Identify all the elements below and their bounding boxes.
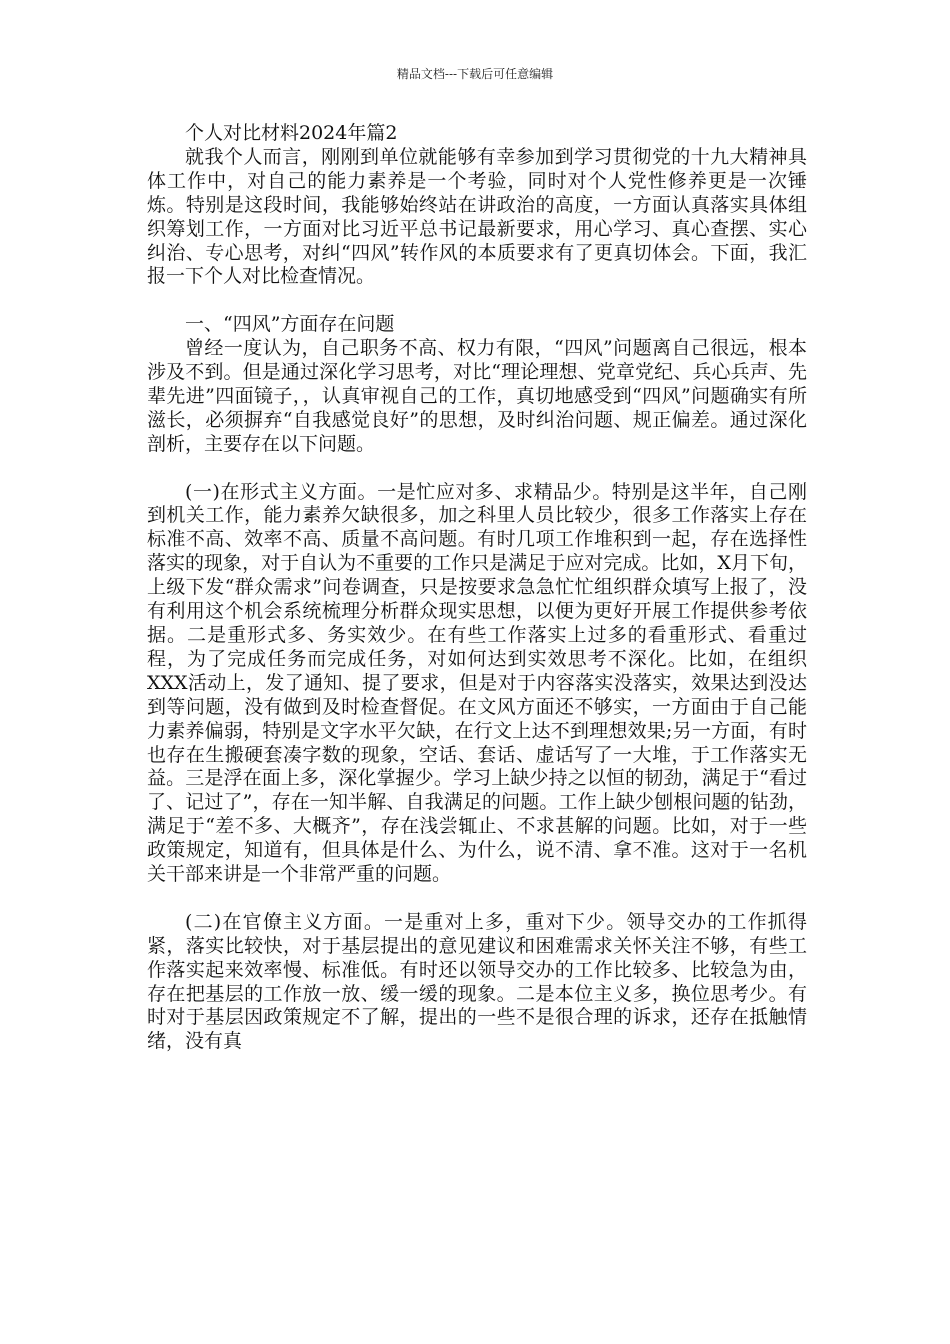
section-heading: 一、“四风”方面存在问题 (185, 313, 395, 336)
paragraph-bureaucratism: (二)在官僚主义方面。一是重对上多，重对下少。领导交办的工作抓得紧，落实比较快，对于基层提出的意见建议和困难需求关怀关注不够，有些工作落实起来效率慢、标准低。有时还以领导交办的工作比较多、比较急为由，存在把基层的工作放一放、缓一缓的现象。二是本位主义多，换位思考少。有时对于基层因政策规定不了解，提出的一些不是很合理的诉求，还存在抵触情绪，没有真 (147, 910, 807, 1053)
paragraph-section-intro: 曾经一度认为，自己职务不高、权力有限，“四风”问题离自己很远，根本涉及不到。但是通过深化学习思考，对比“理论理想、党章党纪、兵心兵声、先辈先进”四面镜子，，认真审视自己的工作，真切地感受到“四风”问题确实有所滋长，必须摒弃“自我感觉良好”的思想，及时纠治问题、规正偏差。通过深化剖析，主要存在以下问题。 (147, 337, 807, 455)
paragraph-intro: 就我个人而言，刚刚到单位就能够有幸参加到学习贯彻党的十九大精神具体工作中，对自己的能力素养是一个考验，同时对个人党性修养更是一次锤炼。特别是这段时间，我能够始终站在讲政治的高度，一方面认真落实具体组织筹划工作，一方面对比习近平总书记最新要求，用心学习、真心查摆、实心纠治、专心思考，对纠“四风”转作风的本质要求有了更真切体会。下面，我汇报一下个人对比检查情况。 (147, 145, 807, 288)
document-body (147, 122, 807, 1054)
paragraph-formalism: (一)在形式主义方面。一是忙应对多、求精品少。特别是这半年，自己刚到机关工作，能力素养欠缺很多，加之科里人员比较少，很多工作落实上存在标准不高、效率不高、质量不高问题。有时几项工作堆积到一起，存在选择性落实的现象，对于自认为不重要的工作只是满足于应对完成。比如，X月下旬，上级下发“群众需求”问卷调查，只是按要求急急忙忙组织群众填写上报了，没有利用这个机会系统梳理分析群众现实思想，以便为更好开展工作提供参考依据。二是重形式多、务实效少。在有些工作落实上过多的看重形式、看重过程，为了完成任务而完成任务，对如何达到实效思考不深化。比如，在组织XXX活动上，发了通知、提了要求，但是对于内容落实没落实，效果达到没达到等问题，没有做到及时检查督促。在文风方面还不够实，一方面由于自己能力素养偏弱，特别是文字水平欠缺，在行文上达不到理想效果;另一方面，有时也存在生搬硬套凑字数的现象，空话、套话、虚话写了一大堆，于工作落实无益。三是浮在面上多，深化掌握少。学习上缺少持之以恒的韧劲，满足于“看过了、记过了”，存在一知半解、自我满足的问题。工作上缺少刨根问题的钻劲，满足于“差不多、大概齐”，存在浅尝辄止、不求甚解的问题。比如，对于一些政策规定，知道有，但具体是什么、为什么，说不清、拿不准。这对于一名机关干部来讲是一个非常严重的问题。 (147, 480, 807, 886)
document-title: 个人对比材料2024年篇2 (185, 122, 398, 144)
page-header: 精品文档---下载后可任意编辑 (396, 67, 554, 81)
